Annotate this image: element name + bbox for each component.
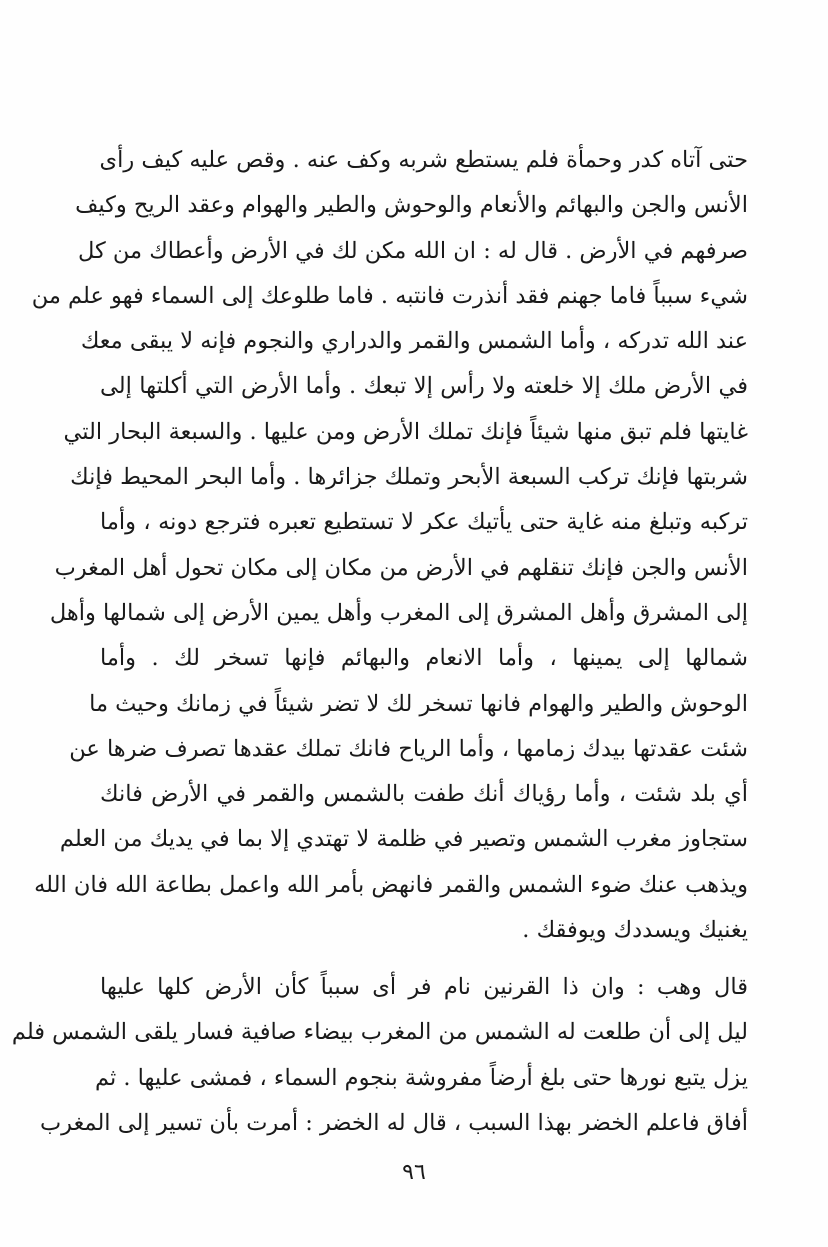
text-line: ليل إلى أن طلعت له الشمس من المغرب بيضاء صافية فسار يلقى الشمس فلم — [11, 1019, 748, 1046]
text-line: تركبه وتبلغ منه غاية حتى يأتيك عكر لا تستطيع تعبره فترجع دونه ، وأما — [100, 509, 748, 536]
text-line: عند الله تدركه ، وأما الشمس والقمر والدراري والنجوم فإنه لا يبقى معك — [80, 328, 748, 355]
text-line: يزل يتبع نورها حتى بلغ أرضاً مفروشة بنجوم السماء ، فمشى عليها . ثم — [94, 1064, 748, 1091]
text-line: شمالها إلى يمينها ، وأما الانعام والبهائم فإنها تسخر لك . وأما — [100, 645, 748, 672]
text-line: يغنيك ويسددك ويوفقك . — [522, 917, 748, 944]
paragraph-1 — [31, 138, 748, 953]
text-line: صرفهم في الأرض . قال له : ان الله مكن لك في الأرض وأعطاك من كل — [78, 237, 748, 264]
text-line: أفاق فاعلم الخضر بهذا السبب ، قال له الخضر : أمرت بأن تسير إلى المغرب — [39, 1109, 748, 1136]
text-line: ستجاوز مغرب الشمس وتصير في ظلمة لا تهتدي إلا بما في يديك من العلم — [59, 826, 748, 853]
text-line: قال وهب : وان ذا القرنين نام فر أى سبباً كأن الأرض كلها عليها — [100, 974, 748, 1000]
page-number: ٩٦ — [402, 1160, 426, 1185]
text-line: أي بلد شئت ، وأما رؤياك أنك طفت بالشمس والقمر في الأرض فانك — [100, 781, 748, 808]
text-line: الأنس والجن فإنك تنقلهم في الأرض من مكان إلى مكان تحول أهل المغرب — [54, 554, 748, 581]
text-line: الأنس والجن والبهائم والأنعام والوحوش والطير والهوام وعقد الريح وكيف — [75, 192, 748, 219]
text-line: ويذهب عنك ضوء الشمس والقمر فانهض بأمر الله واعمل بطاعة الله فان الله — [34, 871, 748, 898]
text-line: حتى آتاه كدر وحمأة فلم يستطع شربه وكف عنه . وقص عليه كيف رأى — [99, 147, 748, 173]
text-line: الوحوش والطير والهوام فانها تسخر لك لا تضر شيئاً في زمانك وحيث ما — [89, 690, 748, 717]
text-line: في الأرض ملك إلا خلعته ولا رأس إلا تبعك . وأما الأرض التي أكلتها إلى — [100, 373, 748, 400]
paragraph-2 — [11, 965, 748, 1146]
text-line: شئت عقدتها بيدك زمامها ، وأما الرياح فانك تملك عقدها تصرف ضرها عن — [69, 735, 748, 762]
text-line: شربتها فإنك تركب السبعة الأبحر وتملك جزائرها . وأما البحر المحيط فإنك — [70, 464, 748, 491]
text-line: غايتها فلم تبق منها شيئاً فإنك تملك الأرض ومن عليها . والسبعة البحار التي — [63, 418, 748, 445]
text-line: شيء سبباً فاما جهنم فقد أنذرت فانتبه . فاما طلوعك إلى السماء فهو علم من — [31, 282, 748, 309]
text-line: إلى المشرق وأهل المشرق إلى المغرب وأهل يمين الأرض إلى شمالها وأهل — [49, 599, 748, 626]
